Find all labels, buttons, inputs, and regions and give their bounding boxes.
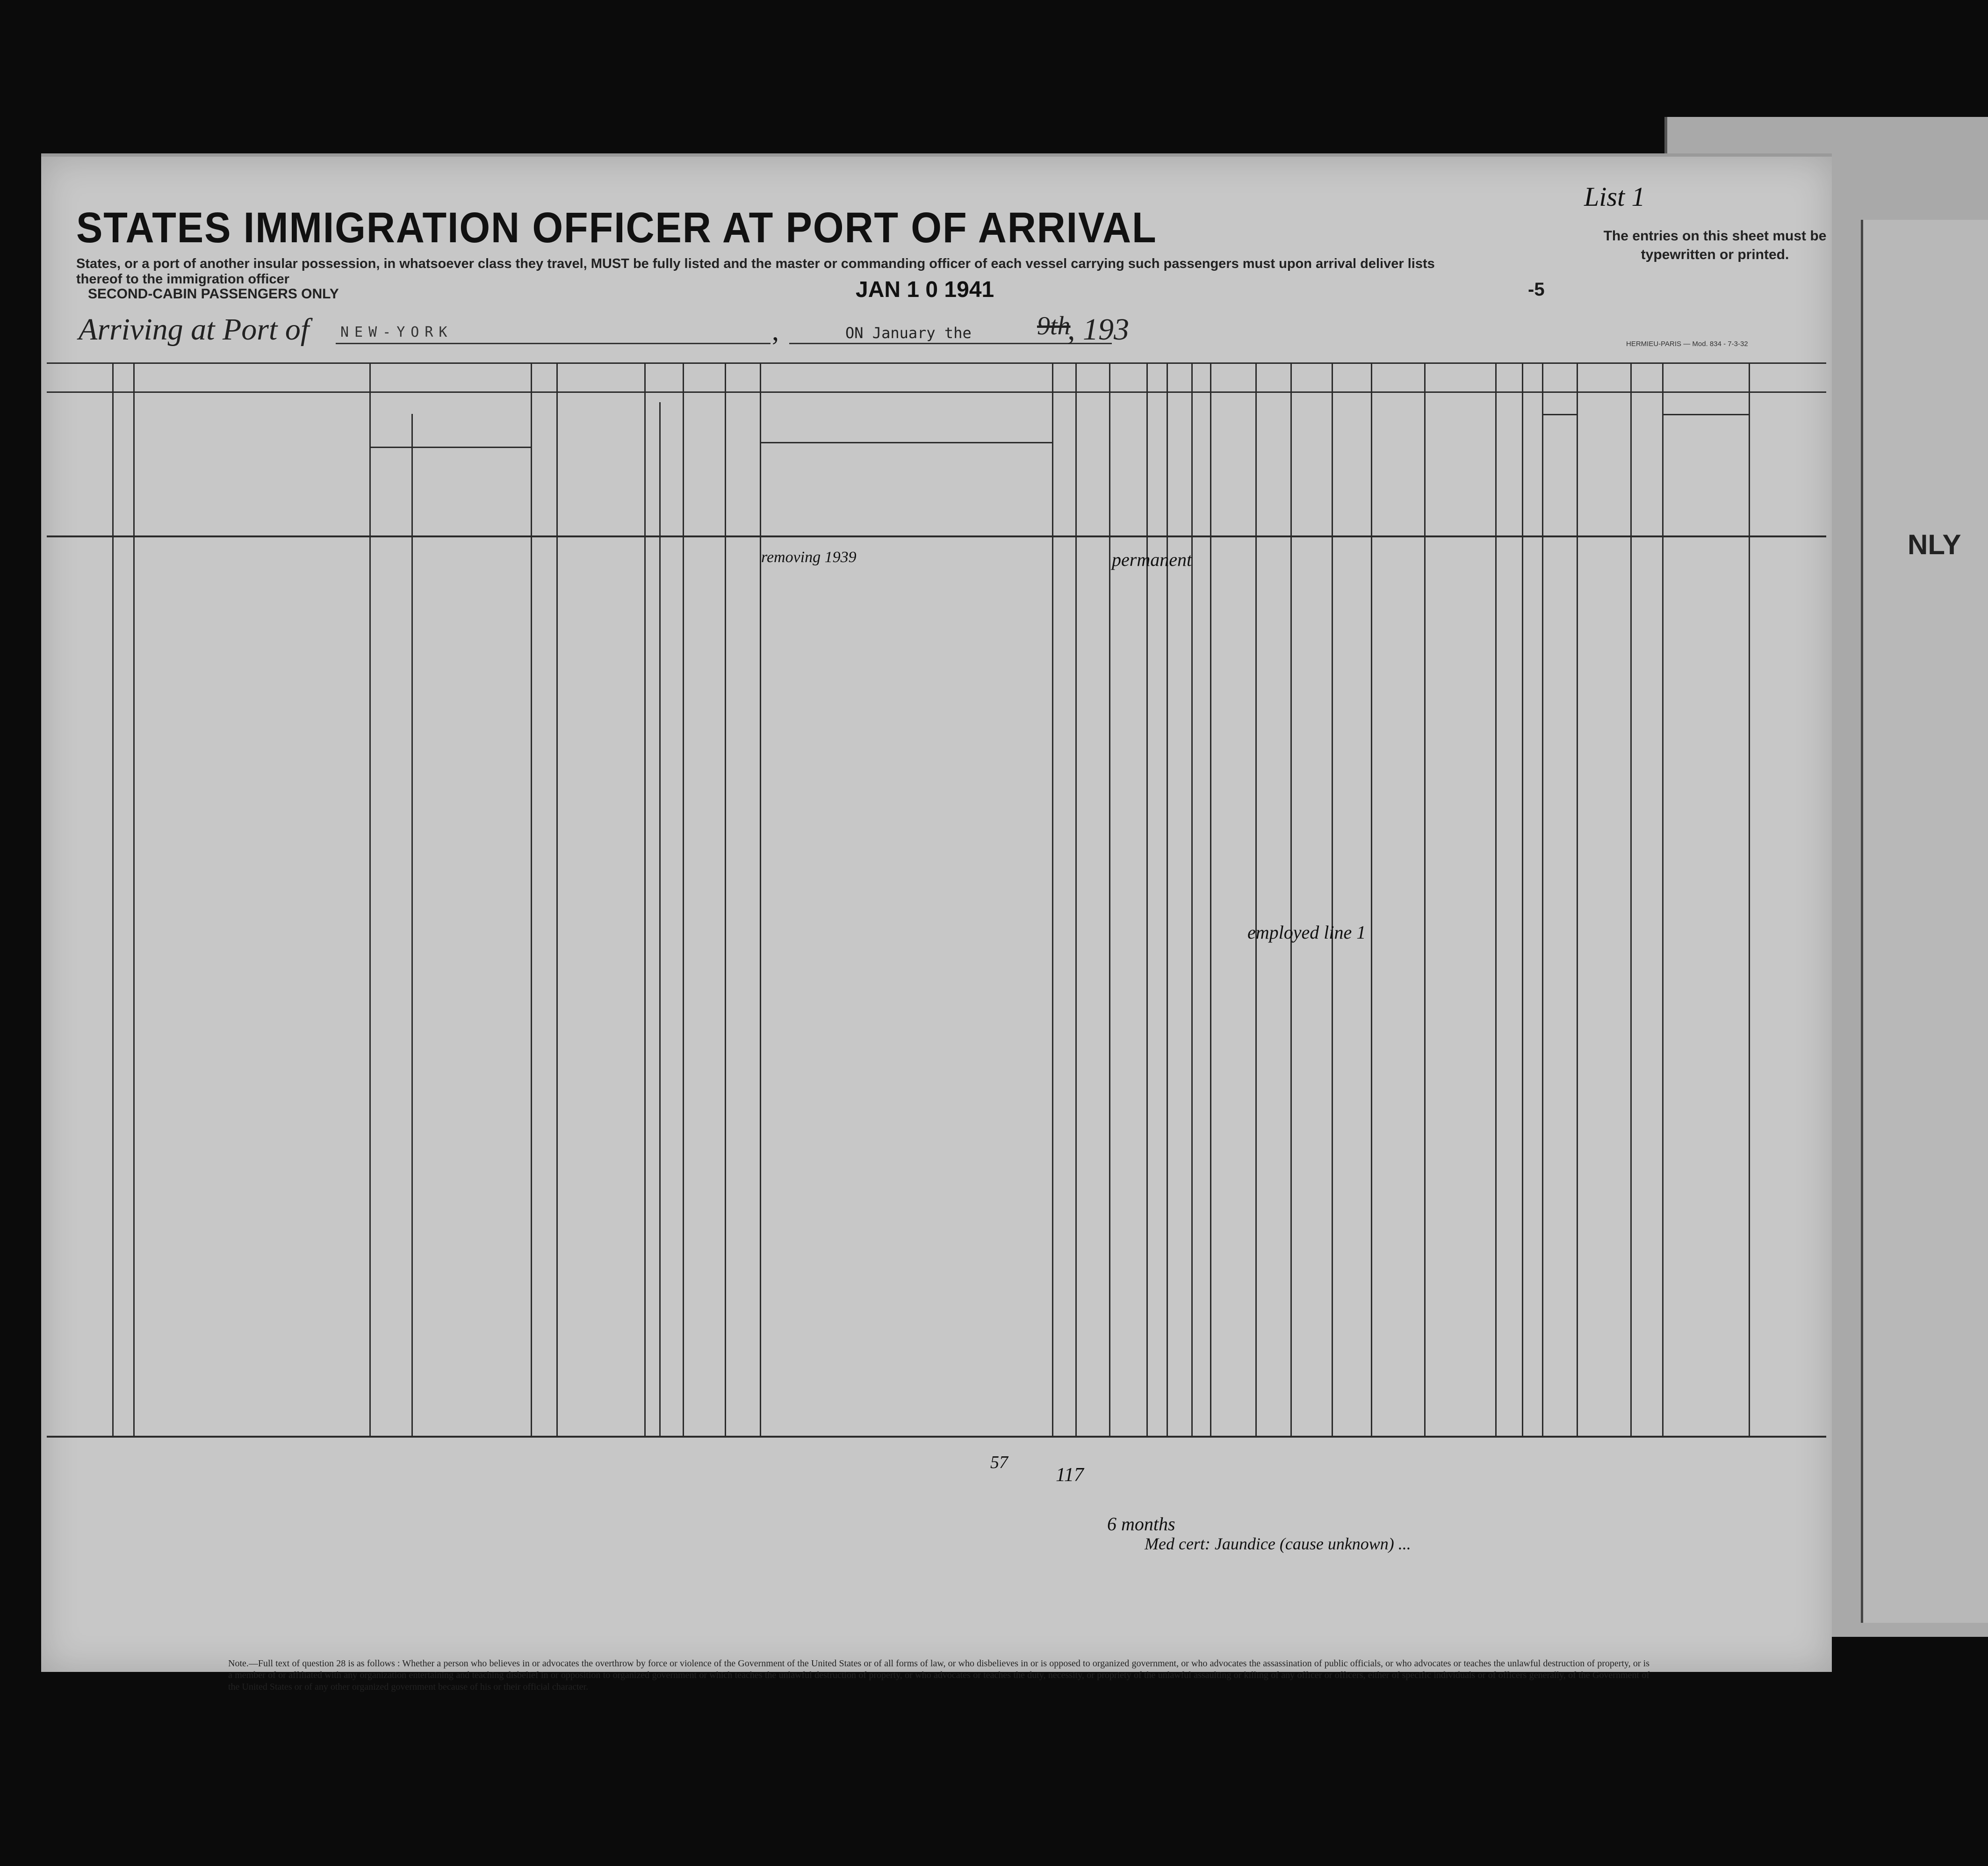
manifest-table (47, 362, 1826, 1436)
column-rule (1290, 362, 1292, 1436)
footer-note: Note.—Full text of question 28 is as follows : Whether a person who believes in or advocates the overthrow by force or violence of the Government of the United States or of all forms of law, or who disbelieves in or is opposed to organized government, or who advocates the assassination of public officials, or who advocates or teaches the unlawful destruction of property, or is a member of or affiliated with any organization entertaining and teaching disbelief in or opposition to organized government or which teaches the unlawful destruction of property, or who advocates or teaches the duty, necessity, or propriety of the unlawful assaulting or killing of any officer or officers, either of specific individuals or of officers generally, of the Government of the United States or of any other organized government because of his or their official character. (228, 1658, 1649, 1692)
subheader-rule (369, 447, 531, 448)
page-subtitle: States, or a port of another insular possession, in whatsoever class they travel, MUST be fully listed and the master or commanding officer of each vessel carrying such passengers must upon arrival deliver lists thereof to the immigration officer (76, 256, 1435, 287)
column-rule (1662, 362, 1664, 1436)
date-handwritten: 9th (1037, 311, 1071, 340)
column-rule (725, 362, 726, 1436)
column-rule (1749, 362, 1750, 1436)
column-rule (644, 362, 646, 1436)
column-rule (1371, 362, 1372, 1436)
handwritten-note-row26: 117 (1056, 1464, 1084, 1486)
column-rule (1332, 362, 1333, 1436)
port-value: NEW-YORK (340, 324, 453, 340)
column-rule (683, 362, 684, 1436)
arriving-label: Arriving at Port of (79, 312, 310, 347)
column-rule (760, 362, 761, 1436)
column-rule (1109, 362, 1110, 1436)
header-bottom-rule (47, 535, 1826, 537)
handwritten-note-row10: employed line 1 (1247, 922, 1366, 943)
underlying-page-text: NLY (1908, 529, 1961, 560)
handwritten-note-row1: removing 1939 (761, 549, 857, 566)
column-rule (133, 362, 135, 1436)
class-line: SECOND-CABIN PASSENGERS ONLY (88, 286, 339, 302)
column-rule (659, 402, 661, 1436)
printer-mark: HERMIEU-PARIS — Mod. 834 - 7-3-32 (1626, 340, 1748, 348)
date-label: ON January the (845, 324, 972, 342)
column-rule (1255, 362, 1257, 1436)
column-rule (1210, 362, 1211, 1436)
list-number: List 1 (1584, 181, 1645, 212)
date-stamp: JAN 1 0 1941 (856, 277, 994, 302)
date-underline (789, 343, 1112, 344)
underlying-page-edge (1861, 220, 1988, 1623)
column-rule (411, 414, 413, 1436)
year-label: , 193 (1067, 312, 1129, 347)
table-top-rule (47, 362, 1826, 364)
column-rule (556, 362, 558, 1436)
column-rule (369, 362, 371, 1436)
column-rule (1052, 362, 1053, 1436)
column-rule (1577, 362, 1578, 1436)
subheader-rule (1662, 414, 1749, 415)
handwritten-note-row29: Med cert: Jaundice (cause unknown) ... (1145, 1534, 1411, 1553)
comma: , (772, 315, 779, 346)
column-rule (1146, 362, 1148, 1436)
column-rule (1191, 362, 1193, 1436)
column-rule (1075, 362, 1077, 1436)
subheader-rule (760, 442, 1052, 443)
column-rule (531, 362, 532, 1436)
colnum-rule (47, 391, 1826, 393)
column-rule (1495, 362, 1497, 1436)
handwritten-note-row28: 6 months (1107, 1513, 1175, 1534)
column-rule (1167, 362, 1168, 1436)
list-note: The entries on this sheet must be typewritten or printed. (1603, 228, 1827, 262)
subheader-rule (1542, 414, 1577, 415)
page-title: STATES IMMIGRATION OFFICER AT PORT OF ARRIVAL (76, 204, 1157, 252)
table-bottom-rule (47, 1436, 1826, 1438)
handwritten-permanent: permanent (1112, 549, 1192, 570)
manifest-sheet (41, 157, 1832, 1692)
column-rule (1630, 362, 1632, 1436)
handwritten-mark: -5 (1528, 279, 1545, 300)
column-rule (112, 362, 114, 1436)
column-rule (1424, 362, 1426, 1436)
column-rule (1522, 362, 1523, 1436)
column-rule (1542, 362, 1543, 1436)
handwritten-note-row26b: 57 (990, 1453, 1008, 1472)
port-underline (336, 343, 771, 344)
